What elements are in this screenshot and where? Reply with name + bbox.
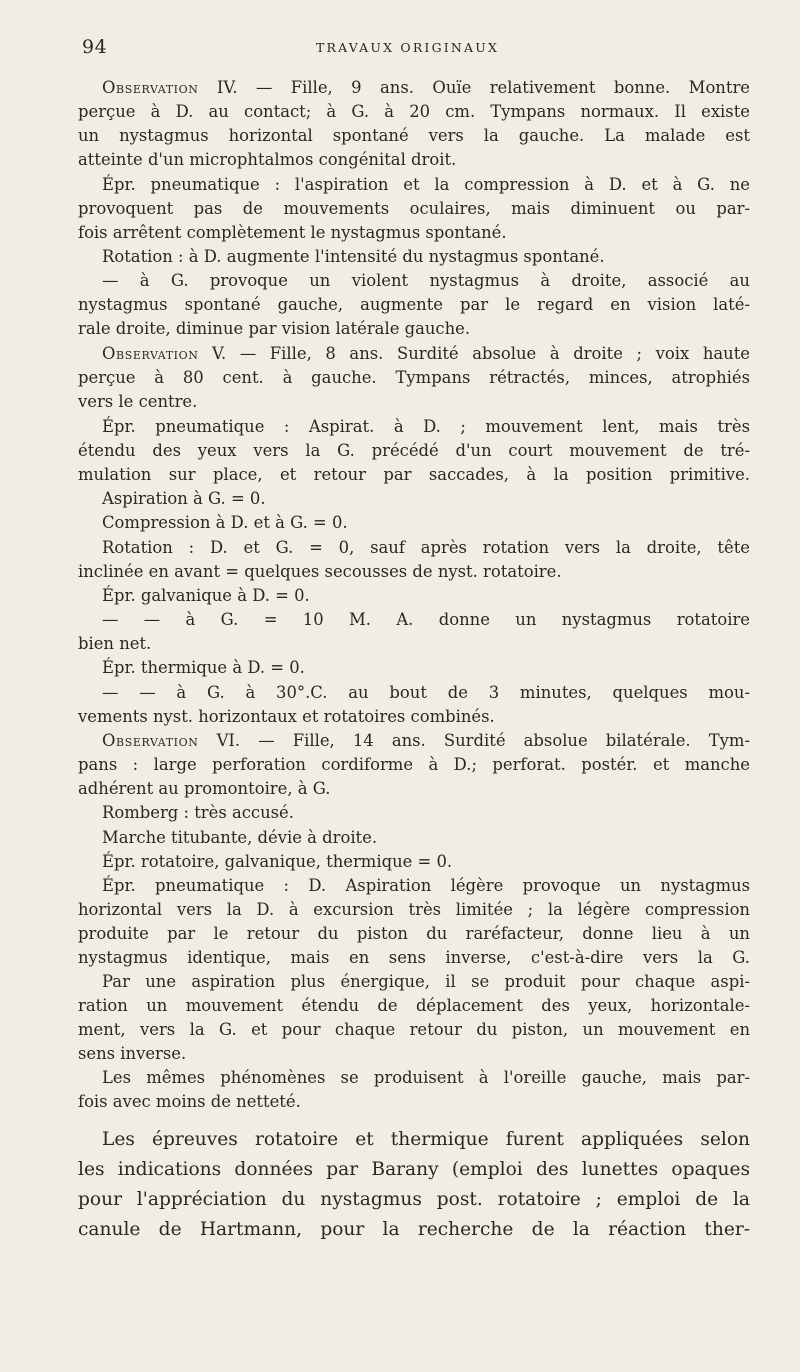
- text-line: [78, 1216, 750, 1244]
- text-line: [78, 922, 750, 946]
- line-text: vements nyst. horizontaux et rotatoires combinés.: [78, 707, 495, 726]
- line-text: Épr. rotatoire, galvanique, thermique = 0.: [102, 852, 453, 871]
- line-text: Épr. thermique à D. = 0.: [102, 658, 305, 677]
- line-text: Par une aspiration plus énergique, il se produit pour chaque aspi-: [102, 972, 750, 991]
- line-text: V. — Fille, 8 ans. Surdité absolue à droite ; voix haute: [198, 344, 750, 363]
- line-text: — — à G. = 10 M. A. donne un nystagmus rotatoire: [102, 610, 750, 629]
- line-text: Épr. pneumatique : l'aspiration et la compression à D. et à G. ne: [102, 175, 750, 194]
- line-text: canule de Hartmann, pour la recherche de la réaction ther-: [78, 1219, 750, 1240]
- text-line: [78, 1186, 750, 1214]
- line-text: Épr. galvanique à D. = 0.: [102, 586, 310, 605]
- text-line: [102, 681, 750, 705]
- line-text: atteinte d'un microphtalmos congénital droit.: [78, 150, 457, 169]
- line-text: Rotation : à D. augmente l'intensité du nystagmus spontané.: [102, 247, 605, 266]
- line-text: — — à G. à 30°.C. au bout de 3 minutes, quelques mou-: [102, 683, 750, 702]
- text-line: [78, 632, 750, 656]
- line-text: inclinée en avant = quelques secousses de nyst. rotatoire.: [78, 562, 562, 581]
- text-line: [78, 221, 750, 245]
- line-text: Épr. pneumatique : D. Aspiration légère provoque un nystagmus: [102, 876, 750, 895]
- text-line: [78, 753, 750, 777]
- text-line: [102, 656, 750, 680]
- line-text: les indications données par Barany (emploi des lunettes opaques: [78, 1159, 750, 1180]
- line-text: Compression à D. et à G. = 0.: [102, 513, 348, 532]
- line-text: Épr. pneumatique : Aspirat. à D. ; mouvement lent, mais très: [102, 417, 750, 436]
- line-text: Romberg : très accusé.: [102, 803, 294, 822]
- line-text: pour l'appréciation du nystagmus post. rotatoire ; emploi de la: [78, 1189, 750, 1210]
- observation-heading: Observation: [102, 731, 199, 750]
- text-line: [102, 584, 750, 608]
- text-line: [102, 269, 750, 293]
- line-text: perçue à D. au contact; à G. à 20 cm. Tympans normaux. Il existe: [78, 102, 750, 121]
- text-line: [102, 1066, 750, 1090]
- text-line: [78, 1042, 750, 1066]
- text-line: [102, 511, 750, 535]
- text-line: [102, 342, 750, 366]
- page-number: 94: [82, 36, 108, 58]
- text-line: [102, 415, 750, 439]
- text-line: [78, 293, 750, 317]
- text-line: [78, 124, 750, 148]
- text-line: [78, 463, 750, 487]
- line-text: VI. — Fille, 14 ans. Surdité absolue bilatérale. Tym-: [198, 731, 750, 750]
- line-text: perçue à 80 cent. à gauche. Tympans rétractés, minces, atrophiés: [78, 368, 750, 387]
- line-text: provoquent pas de mouvements oculaires, mais diminuent ou par-: [78, 199, 750, 218]
- text-line: [78, 197, 750, 221]
- text-line: [78, 100, 750, 124]
- text-line: [78, 390, 750, 414]
- text-line: [102, 970, 750, 994]
- text-line: [78, 994, 750, 1018]
- line-text: fois avec moins de netteté.: [78, 1092, 301, 1111]
- text-line: [102, 173, 750, 197]
- line-text: adhérent au promontoire, à G.: [78, 779, 331, 798]
- text-line: [78, 148, 750, 172]
- line-text: étendu des yeux vers la G. précédé d'un court mouvement de tré-: [78, 441, 750, 460]
- line-text: Rotation : D. et G. = 0, sauf après rotation vers la droite, tête: [102, 538, 750, 557]
- text-line: [78, 898, 750, 922]
- text-line: [78, 1090, 750, 1114]
- line-text: mulation sur place, et retour par saccades, à la position primitive.: [78, 465, 750, 484]
- text-line: [102, 874, 750, 898]
- line-text: nystagmus identique, mais en sens inverse, c'est-à-dire vers la G.: [78, 948, 750, 967]
- text-line: [102, 608, 750, 632]
- line-text: bien net.: [78, 634, 152, 653]
- line-text: IV. — Fille, 9 ans. Ouïe relativement bonne. Montre: [198, 78, 750, 97]
- line-text: Marche titubante, dévie à droite.: [102, 828, 378, 847]
- text-line: [78, 439, 750, 463]
- text-line: [102, 536, 750, 560]
- line-text: nystagmus spontané gauche, augmente par le regard en vision laté-: [78, 295, 750, 314]
- text-line: [78, 366, 750, 390]
- line-text: vers le centre.: [78, 392, 198, 411]
- line-text: rale droite, diminue par vision latérale gauche.: [78, 319, 471, 338]
- text-line: [102, 801, 750, 825]
- observation-heading: Observation: [102, 344, 199, 363]
- line-text: produite par le retour du piston du raréfacteur, donne lieu à un: [78, 924, 750, 943]
- text-line: [102, 245, 750, 269]
- text-line: [78, 560, 750, 584]
- text-line: [102, 826, 750, 850]
- text-line: [102, 729, 750, 753]
- text-line: [78, 1156, 750, 1184]
- line-text: Les mêmes phénomènes se produisent à l'oreille gauche, mais par-: [102, 1068, 750, 1087]
- text-line: [78, 946, 750, 970]
- line-text: — à G. provoque un violent nystagmus à droite, associé au: [102, 271, 750, 290]
- text-line: [78, 317, 750, 341]
- line-text: pans : large perforation cordiforme à D.; perforat. postér. et manche: [78, 755, 750, 774]
- text-line: [102, 1126, 750, 1154]
- running-title: TRAVAUX ORIGINAUX: [316, 40, 500, 55]
- text-line: [78, 1018, 750, 1042]
- line-text: horizontal vers la D. à excursion très limitée ; la légère compression: [78, 900, 750, 919]
- text-line: [102, 850, 750, 874]
- line-text: un nystagmus horizontal spontané vers la gauche. La malade est: [78, 126, 750, 145]
- line-text: ration un mouvement étendu de déplacement des yeux, horizontale-: [78, 996, 750, 1015]
- line-text: ment, vers la G. et pour chaque retour du piston, un mouvement en: [78, 1020, 750, 1039]
- text-line: [78, 777, 750, 801]
- running-head: [82, 36, 744, 58]
- line-text: fois arrêtent complètement le nystagmus spontané.: [78, 223, 507, 242]
- line-text: sens inverse.: [78, 1044, 187, 1063]
- line-text: Aspiration à G. = 0.: [102, 489, 266, 508]
- line-text: Les épreuves rotatoire et thermique furent appliquées selon: [102, 1129, 750, 1150]
- text-line: [78, 705, 750, 729]
- text-line: [102, 76, 750, 100]
- observation-heading: Observation: [102, 78, 199, 97]
- text-line: [102, 487, 750, 511]
